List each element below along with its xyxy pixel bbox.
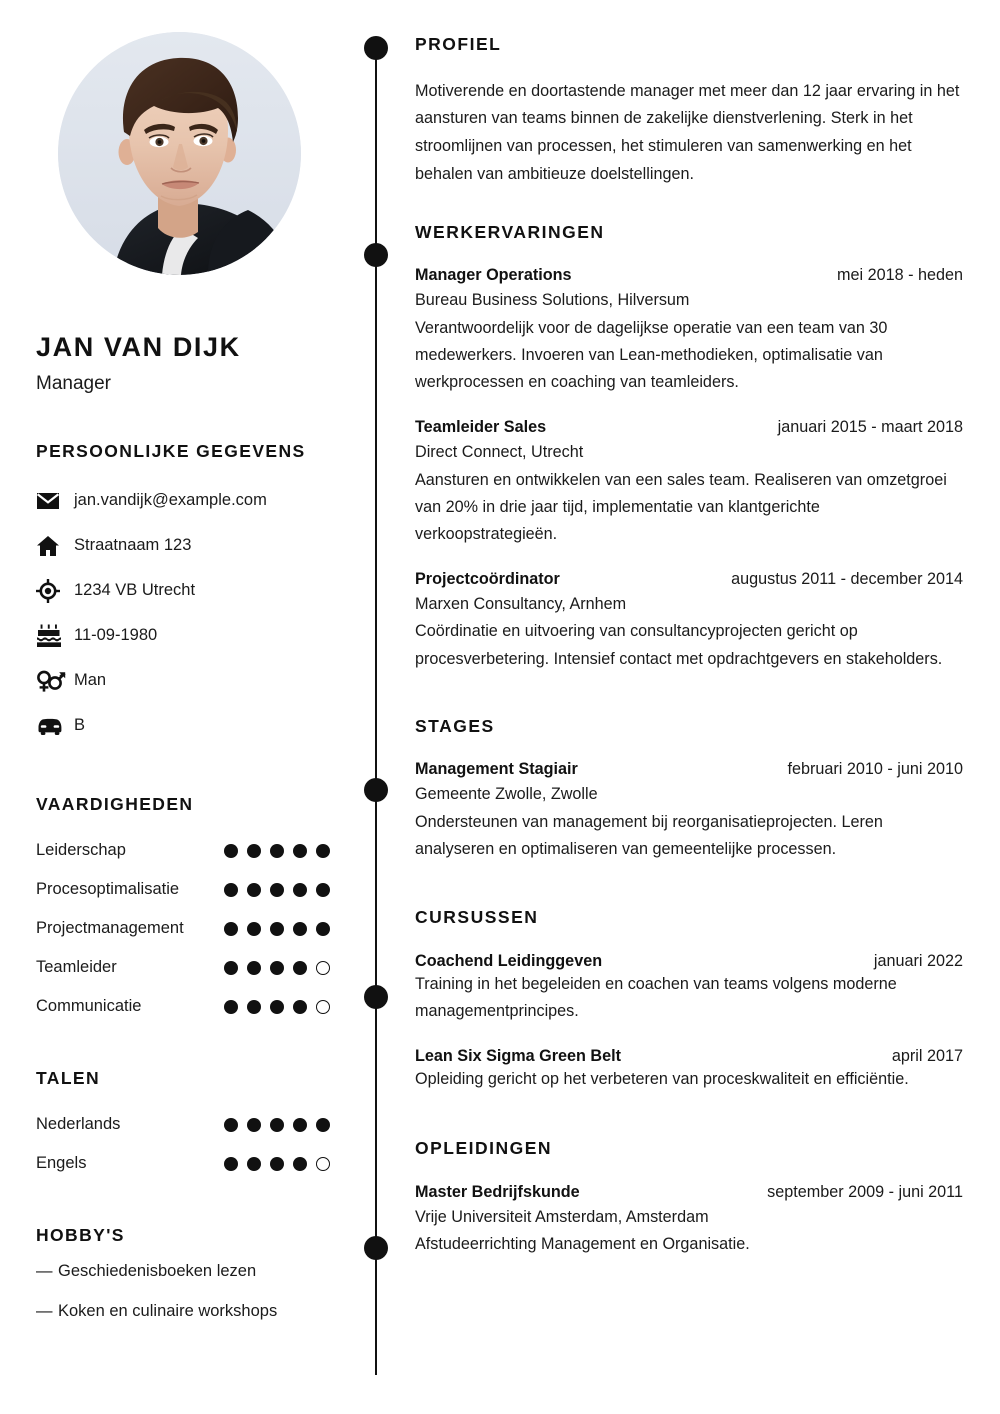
rating-dot [224,961,238,975]
timeline-dot-opleidingen [364,1236,388,1260]
rating-dot [316,883,330,897]
rating-dot [247,1118,261,1132]
education-entry-date: september 2009 - juni 2011 [767,1182,963,1201]
contact-birthdate-value: 11-09-1980 [74,626,158,645]
course-entry-head [415,952,963,971]
rating-dot [293,1157,307,1171]
skill-rating [224,883,332,897]
work-entry-date: augustus 2011 - december 2014 [731,570,963,589]
rating-dot [247,961,261,975]
contact-drivers-license-value: B [74,716,86,735]
profile-photo-image [58,32,301,275]
main-content [415,0,963,1258]
rating-dot [224,844,238,858]
timeline-dot-cursussen [364,985,388,1009]
dash-bullet-icon: — [36,1302,53,1321]
rating-dot [316,961,330,975]
course-entry-desc: Opleiding gericht op het verbeteren van proceskwaliteit en efficiëntie. [415,1069,909,1088]
hobbies-list [36,1262,332,1342]
car-icon [36,716,66,736]
contact-address-value: Straatnaam 123 [74,536,192,555]
languages-list [36,1105,332,1183]
education-entry [415,1183,963,1258]
section-heading-languages: TALEN [36,1068,101,1089]
rating-dot [293,922,307,936]
birthday-cake-icon [36,624,66,648]
rating-dot [224,922,238,936]
contact-address [36,523,332,568]
rating-dot [247,1157,261,1171]
contact-city [36,568,332,613]
rating-dot [270,961,284,975]
section-heading-personal: PERSOONLIJKE GEGEVENS [36,441,306,462]
section-heading-stages: STAGES [415,715,495,736]
course-entry-title: Lean Six Sigma Green Belt [415,1046,622,1065]
contact-email [36,478,332,523]
hobby-item [36,1302,332,1342]
work-entry-org: Direct Connect, Utrecht [415,443,584,462]
skill-item [36,909,332,948]
timeline-dot-werkervaringen [364,243,388,267]
skill-label: Teamleider [36,958,117,977]
work-entry-desc: Coördinatie en uitvoering van consultancyprojecten gericht op procesverbetering. Intensief contact met opdrachtgevers en stakeholders. [415,622,943,668]
page-title: JAN VAN DIJK [36,332,241,362]
skill-label: Procesoptimalisatie [36,880,180,899]
rating-dot [224,1118,238,1132]
skill-label: Communicatie [36,997,142,1016]
section-werkervaringen [415,221,963,673]
course-entry-date: april 2017 [891,1046,963,1065]
hobby-label: Koken en culinaire workshops [58,1302,278,1321]
contact-list [36,478,332,748]
work-entry [415,570,963,673]
rating-dot [247,844,261,858]
work-entry-date: mei 2018 - heden [837,266,963,285]
education-entry-title: Master Bedrijfskunde [415,1182,580,1201]
internship-entry-head [415,760,963,779]
education-entry-head [415,1183,963,1202]
skill-item [36,831,332,870]
language-item [36,1144,332,1183]
contact-city-value: 1234 VB Utrecht [74,581,196,600]
work-entry-head [415,266,963,285]
contact-drivers-license [36,703,332,748]
section-heading-werkervaringen: WERKERVARINGEN [415,221,605,242]
rating-dot [224,883,238,897]
language-rating [224,1118,332,1132]
work-entry [415,418,963,548]
internship-entry-org: Gemeente Zwolle, Zwolle [415,785,598,804]
language-item [36,1105,332,1144]
skill-label: Leiderschap [36,841,126,860]
internship-entry-title: Management Stagiair [415,760,578,779]
rating-dot [316,844,330,858]
timeline-line [375,38,377,1375]
course-entry [415,1047,963,1093]
section-heading-skills: VAARDIGHEDEN [36,794,194,815]
rating-dot [293,844,307,858]
envelope-icon [36,492,66,510]
internship-entry [415,760,963,863]
work-entry [415,266,963,396]
skill-rating [224,844,332,858]
work-entry-head [415,418,963,437]
rating-dot [293,1118,307,1132]
work-entry-title: Projectcoördinator [415,570,560,589]
section-heading-opleidingen: OPLEIDINGEN [415,1138,553,1159]
rating-dot [247,883,261,897]
rating-dot [316,1118,330,1132]
skill-rating [224,922,332,936]
sidebar [0,0,360,1414]
hobby-item [36,1262,332,1302]
contact-birthdate [36,613,332,658]
job-title: Manager [36,373,111,395]
contact-email-value: jan.vandijk@example.com [74,491,267,510]
language-label: Nederlands [36,1115,121,1134]
section-heading-cursussen: CURSUSSEN [415,907,539,927]
rating-dot [270,1118,284,1132]
skill-item [36,870,332,909]
skill-rating [224,961,332,975]
work-entry-title: Teamleider Sales [415,418,547,437]
section-profiel [415,36,963,189]
home-icon [36,535,66,557]
rating-dot [224,1000,238,1014]
rating-dot [270,1157,284,1171]
profile-summary-text: Motiverende en doortastende manager met meer dan 12 jaar ervaring in het aansturen van teams binnen de zakelijke dienstverlening. Sterk in het stroomlijnen van processen, het stimuleren van samenwerking en het behalen van ambitieuze doelstellingen. [415,81,960,184]
rating-dot [270,883,284,897]
skills-list [36,831,332,1026]
timeline-dot-profiel [364,36,388,60]
gender-icon [36,669,66,693]
work-entry-date: januari 2015 - maart 2018 [777,418,963,437]
rating-dot [247,922,261,936]
hobby-label: Geschiedenisboeken lezen [58,1262,257,1281]
location-target-icon [36,579,66,603]
work-entry-desc: Aansturen en ontwikkelen van een sales team. Realiseren van omzetgroei van 20% in drie jaar tijd, implementatie van klantgerichte verkoopstrategieën. [415,470,947,543]
section-stages [415,715,963,863]
rating-dot [224,1157,238,1171]
work-entry-desc: Verantwoordelijk voor de dagelijkse operatie van een team van 30 medewerkers. Invoeren van Lean-methodieken, optimalisatie van werkprocessen en coaching van teamleiders. [415,318,888,392]
timeline-dot-stages [364,778,388,802]
rating-dot [270,922,284,936]
contact-gender-value: Man [74,671,107,690]
education-entry-org: Vrije Universiteit Amsterdam, Amsterdam [415,1207,709,1226]
skill-item [36,987,332,1026]
language-label: Engels [36,1154,87,1173]
section-heading-hobbies: HOBBY'S [36,1225,125,1246]
rating-dot [293,961,307,975]
course-entry-head [415,1047,963,1066]
work-entry-org: Marxen Consultancy, Arnhem [415,595,627,614]
skill-rating [224,1000,332,1014]
internship-entry-desc: Ondersteunen van management bij reorganisatieprojecten. Leren analyseren en optimaliseren van gemeentelijke processen. [415,812,883,858]
internship-entry-date: februari 2010 - juni 2010 [787,760,963,779]
section-heading-profiel: PROFIEL [415,34,502,54]
avatar [58,32,301,275]
course-entry [415,952,963,1025]
rating-dot [293,883,307,897]
rating-dot [293,1000,307,1014]
section-opleidingen [415,1140,963,1258]
work-entry-org: Bureau Business Solutions, Hilversum [415,291,690,310]
rating-dot [316,922,330,936]
rating-dot [247,1000,261,1014]
work-entry-head [415,570,963,589]
work-entry-title: Manager Operations [415,266,572,285]
rating-dot [316,1157,330,1171]
skill-item [36,948,332,987]
skill-label: Projectmanagement [36,919,184,938]
rating-dot [270,844,284,858]
course-entry-date: januari 2022 [873,951,963,970]
course-entry-title: Coachend Leidinggeven [415,951,603,970]
rating-dot [316,1000,330,1014]
course-entry-desc: Training in het begeleiden en coachen van teams volgens moderne managementprincipes. [415,974,897,1020]
language-rating [224,1157,332,1171]
education-entry-desc: Afstudeerrichting Management en Organisatie. [415,1234,750,1253]
section-cursussen [415,909,963,1093]
contact-gender [36,658,332,703]
dash-bullet-icon: — [36,1262,53,1281]
rating-dot [270,1000,284,1014]
